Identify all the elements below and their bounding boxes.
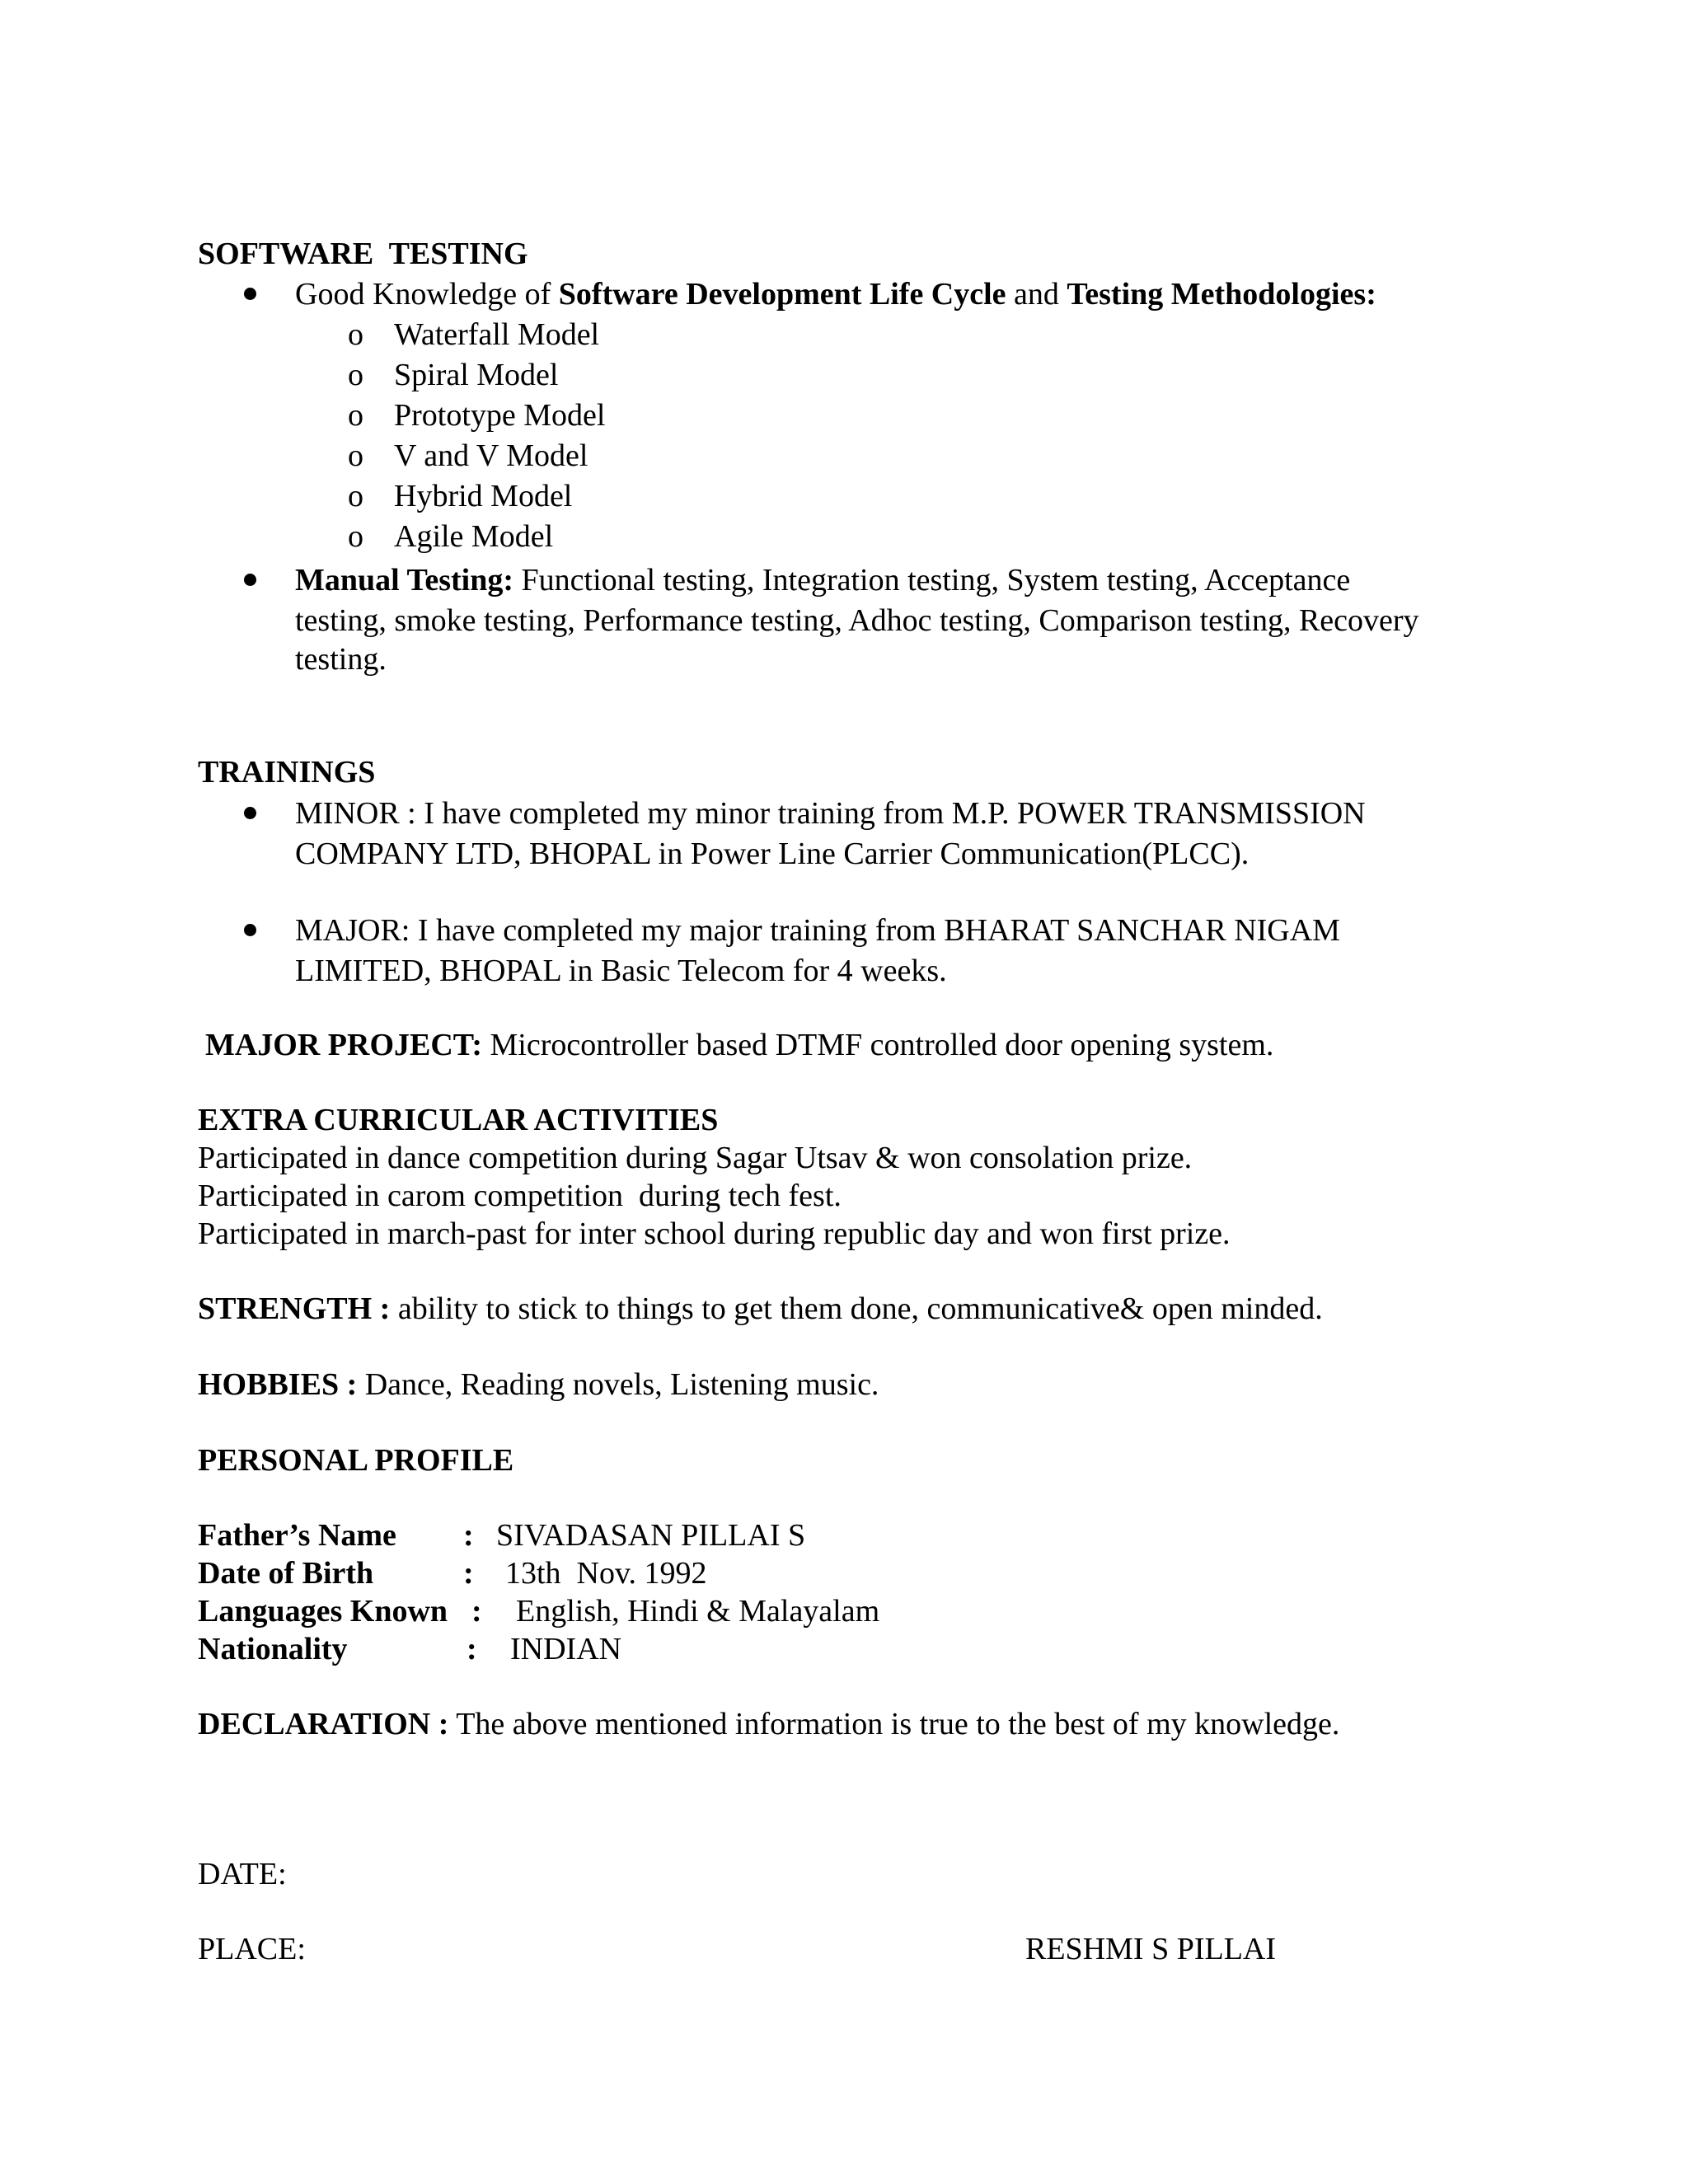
manual-testing-line: testing, smoke testing, Performance testing, Adhoc testing, Comparison testing, Recovery — [295, 603, 1419, 638]
profile-colon: : — [463, 1518, 474, 1553]
declaration-line: DECLARATION : The above mentioned information is true to the best of my knowledge. — [198, 1707, 1340, 1741]
model-item: Agile Model — [394, 519, 554, 554]
bullet-icon — [244, 574, 256, 586]
minor-training-line: COMPANY LTD, BHOPAL in Power Line Carrier Communication(PLCC). — [295, 837, 1250, 871]
activity-item: Participated in carom competition during tech fest. — [198, 1179, 842, 1213]
bullet-icon — [244, 288, 256, 300]
manual-testing-line: testing. — [295, 642, 387, 677]
profile-label: Languages Known — [198, 1594, 448, 1629]
profile-colon: : — [471, 1594, 482, 1629]
software-testing-heading: SOFTWARE TESTING — [198, 237, 528, 271]
activity-item: Participated in march-past for inter school during republic day and won first prize. — [198, 1216, 1231, 1251]
sub-bullet-icon: o — [348, 398, 363, 433]
profile-value: 13th Nov. 1992 — [505, 1556, 707, 1591]
extra-curricular-heading: EXTRA CURRICULAR ACTIVITIES — [198, 1103, 719, 1137]
hobbies-line: HOBBIES : Dance, Reading novels, Listening music. — [198, 1367, 879, 1402]
sub-bullet-icon: o — [348, 519, 363, 554]
model-item: V and V Model — [394, 438, 588, 473]
major-training-line: LIMITED, BHOPAL in Basic Telecom for 4 weeks. — [295, 954, 947, 988]
profile-colon: : — [467, 1632, 477, 1666]
model-item: Waterfall Model — [394, 317, 600, 352]
major-project-line: MAJOR PROJECT: Microcontroller based DTMF controlled door opening system. — [205, 1028, 1274, 1062]
personal-profile-heading: PERSONAL PROFILE — [198, 1443, 514, 1478]
model-item: Prototype Model — [394, 398, 606, 433]
profile-label: Father’s Name — [198, 1518, 396, 1553]
profile-value: English, Hindi & Malayalam — [516, 1594, 880, 1629]
model-item: Spiral Model — [394, 358, 559, 392]
model-item: Hybrid Model — [394, 479, 573, 513]
strength-line: STRENGTH : ability to stick to things to get them done, communicative& open minded. — [198, 1291, 1323, 1326]
sub-bullet-icon: o — [348, 358, 363, 392]
date-label: DATE: — [198, 1857, 287, 1891]
activity-item: Participated in dance competition during Sagar Utsav & won consolation prize. — [198, 1141, 1193, 1175]
sdlc-knowledge-line: Good Knowledge of Software Development Life Cycle and Testing Methodologies: — [295, 277, 1376, 312]
bullet-icon — [244, 924, 256, 936]
sub-bullet-icon: o — [348, 438, 363, 473]
profile-colon: : — [463, 1556, 474, 1591]
place-label: PLACE: — [198, 1932, 306, 1966]
profile-label: Nationality — [198, 1632, 348, 1666]
sub-bullet-icon: o — [348, 317, 363, 352]
bullet-icon — [244, 807, 256, 819]
profile-value: INDIAN — [510, 1632, 622, 1666]
profile-label: Date of Birth — [198, 1556, 374, 1591]
minor-training-line: MINOR : I have completed my minor training from M.P. POWER TRANSMISSION — [295, 796, 1366, 831]
sub-bullet-icon: o — [348, 479, 363, 513]
major-training-line: MAJOR: I have completed my major training from BHARAT SANCHAR NIGAM — [295, 913, 1340, 948]
trainings-heading: TRAININGS — [198, 755, 376, 790]
profile-value: SIVADASAN PILLAI S — [496, 1518, 806, 1553]
signature-name: RESHMI S PILLAI — [1025, 1932, 1277, 1966]
manual-testing-line: Manual Testing: Functional testing, Integration testing, System testing, Acceptance — [295, 563, 1351, 598]
